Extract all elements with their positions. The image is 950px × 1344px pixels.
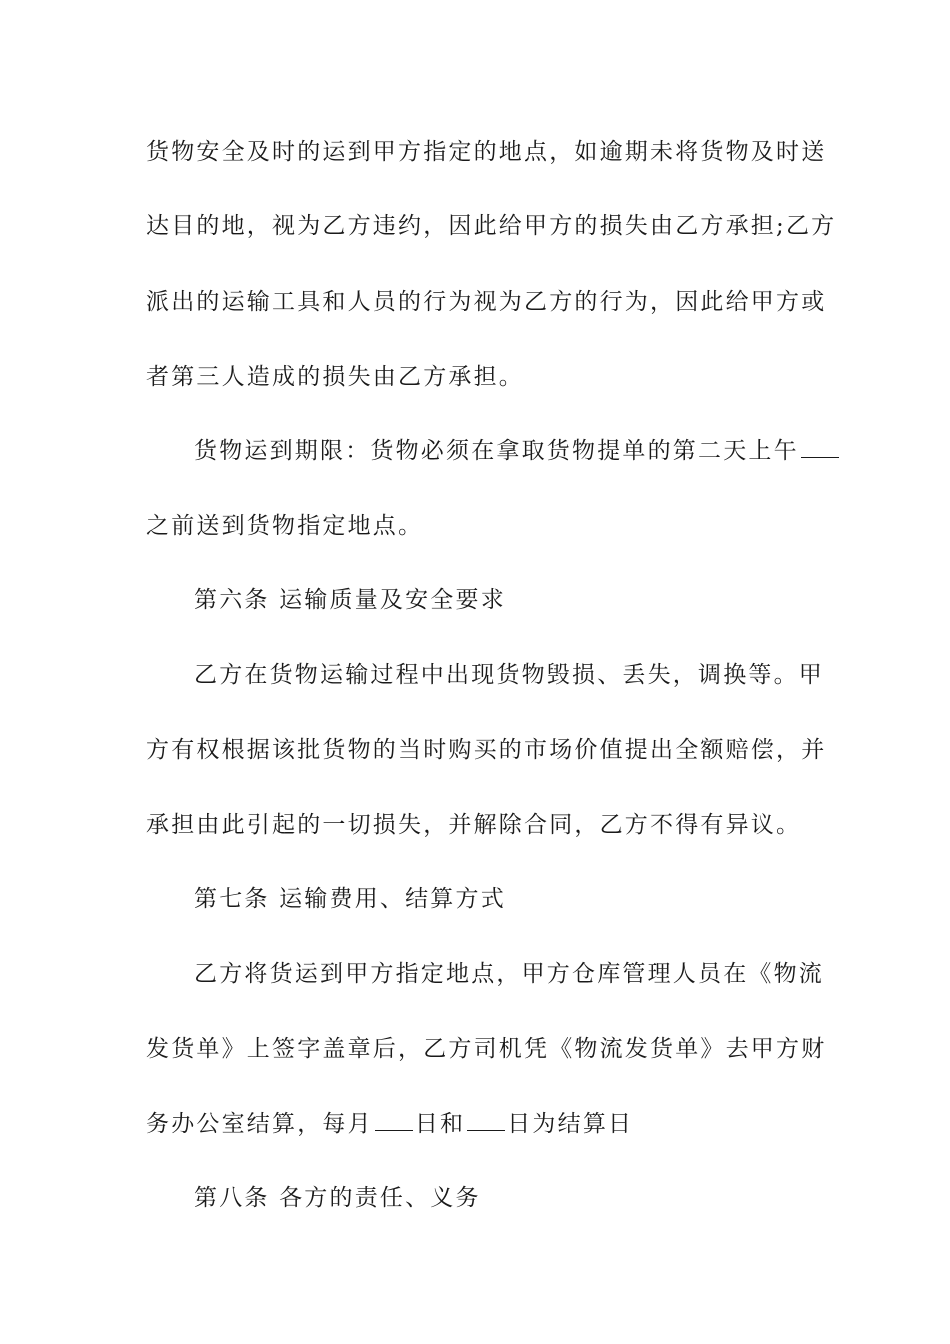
paragraph-line: 承担由此引起的一切损失，并解除合同，乙方不得有异议。 [146,812,802,838]
paragraph-line: 方有权根据该批货物的当时购买的市场价值提出全额赔偿，并 [146,737,827,763]
settlement-text-b: 日和 [414,1111,466,1137]
paragraph-line: 者第三人造成的损失由乙方承担。 [146,364,524,390]
fill-blank [467,1112,505,1131]
paragraph-line: 货物安全及时的运到甲方指定的地点，如逾期未将货物及时送 [146,139,827,165]
settlement-text-c: 日为结算日 [507,1111,634,1137]
paragraph-line: 之前送到货物指定地点。 [146,513,424,539]
paragraph-line: 派出的运输工具和人员的行为视为乙方的行为，因此给甲方或 [146,289,827,315]
settlement-text-a: 务办公室结算，每月 [146,1111,373,1137]
section-heading-8: 第八条 各方的责任、义务 [194,1185,481,1211]
deadline-text: 货物运到期限：货物必须在拿取货物提单的第二天上午 [194,438,799,464]
section-heading-6: 第六条 运输质量及安全要求 [194,587,506,613]
paragraph-line-deadline [194,435,874,467]
paragraph-line: 发货单》上签字盖章后，乙方司机凭《物流发货单》去甲方财 [146,1036,827,1062]
fill-blank [801,439,839,458]
paragraph-line: 乙方将货运到甲方指定地点，甲方仓库管理人员在《物流 [194,961,824,987]
paragraph-line: 乙方在货物运输过程中出现货物毁损、丢失，调换等。甲 [194,662,824,688]
fill-blank [375,1112,413,1131]
paragraph-line: 达目的地，视为乙方违约，因此给甲方的损失由乙方承担;乙方 [146,213,837,239]
paragraph-line-settlement [146,1108,826,1140]
section-heading-7: 第七条 运输费用、结算方式 [194,886,506,912]
